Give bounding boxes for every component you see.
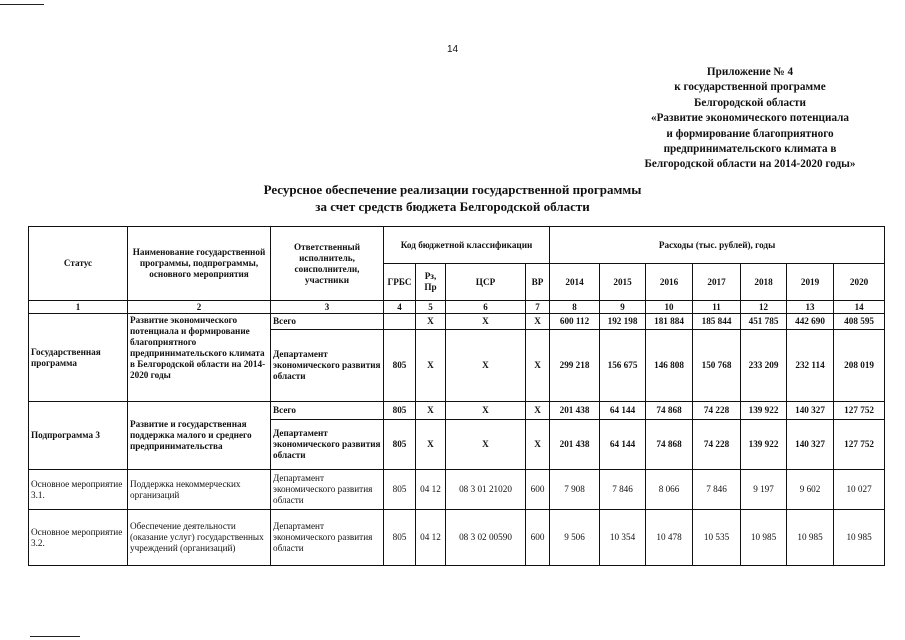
- column-number: 5: [416, 301, 446, 314]
- csr-cell: 08 3 02 00590: [446, 510, 526, 566]
- appendix-line: Белгородской области на 2014-2020 годы»: [644, 158, 856, 171]
- appendix-header: [600, 65, 900, 173]
- value-cell: 299 218: [550, 330, 600, 402]
- header-status: Статус: [29, 227, 128, 301]
- value-cell: 64 144: [600, 402, 646, 420]
- value-cell: 74 868: [646, 420, 693, 470]
- value-cell: 74 868: [646, 402, 693, 420]
- header-name: Наименование государственной программы, подпрограммы, основного мероприятия: [128, 227, 271, 301]
- title-line: Ресурсное обеспечение реализации государственной программы: [263, 182, 642, 197]
- executor-cell: Департамент экономического развития области: [271, 510, 384, 566]
- status-cell: Подпрограмма 3: [29, 402, 128, 470]
- grbs-cell: 805: [384, 330, 416, 402]
- value-cell: 127 752: [834, 402, 885, 420]
- value-cell: 208 019: [834, 330, 885, 402]
- value-cell: 74 228: [693, 402, 741, 420]
- header-year: 2014: [550, 264, 600, 301]
- value-cell: 10 985: [834, 510, 885, 566]
- header-grbs: ГРБС: [384, 264, 416, 301]
- header-year: 2016: [646, 264, 693, 301]
- column-number: 7: [526, 301, 550, 314]
- executor-cell: Всего: [271, 402, 384, 420]
- value-cell: 185 844: [693, 314, 741, 330]
- value-cell: 8 066: [646, 470, 693, 510]
- grbs-cell: 805: [384, 510, 416, 566]
- vr-cell: Х: [526, 402, 550, 420]
- header-rzpr-line: Рз,: [424, 271, 437, 281]
- value-cell: 10 985: [787, 510, 834, 566]
- status-cell: Основное мероприятие 3.2.: [29, 510, 128, 566]
- value-cell: 201 438: [550, 402, 600, 420]
- value-cell: 10 985: [741, 510, 787, 566]
- value-cell: 10 535: [693, 510, 741, 566]
- value-cell: 7 846: [600, 470, 646, 510]
- page-number: 14: [446, 44, 459, 55]
- header-expenses: Расходы (тыс. рублей), годы: [550, 227, 885, 264]
- status-cell: Основное мероприятие 3.1.: [29, 470, 128, 510]
- status-cell: Государственная программа: [29, 314, 128, 402]
- title-line: за счет средств бюджета Белгородской области: [315, 198, 590, 214]
- header-rzpr: [416, 264, 446, 301]
- appendix-line: и формирование благоприятного: [666, 127, 834, 140]
- csr-cell: Х: [446, 420, 526, 470]
- appendix-line: предпринимательского климата в: [663, 143, 837, 156]
- rzpr-cell: 04 12: [416, 470, 446, 510]
- header-budget-code: Код бюджетной классификации: [384, 227, 550, 264]
- header-csr: ЦСР: [446, 264, 526, 301]
- executor-cell: Всего: [271, 314, 384, 330]
- vr-cell: Х: [526, 330, 550, 402]
- header-year: 2017: [693, 264, 741, 301]
- header-year: 2019: [787, 264, 834, 301]
- appendix-line: Белгородской области: [694, 96, 806, 109]
- value-cell: 146 808: [646, 330, 693, 402]
- header-year: 2015: [600, 264, 646, 301]
- vr-cell: Х: [526, 420, 550, 470]
- column-number: 12: [741, 301, 787, 314]
- vr-cell: 600: [526, 510, 550, 566]
- column-number: 2: [128, 301, 271, 314]
- resource-table: [28, 226, 885, 566]
- value-cell: 74 228: [693, 420, 741, 470]
- column-number: 9: [600, 301, 646, 314]
- column-number: 8: [550, 301, 600, 314]
- column-number: 11: [693, 301, 741, 314]
- header-row: [29, 227, 885, 264]
- value-cell: 10 027: [834, 470, 885, 510]
- bottom-edge-mark: [30, 636, 80, 637]
- value-cell: 181 884: [646, 314, 693, 330]
- rzpr-cell: Х: [416, 420, 446, 470]
- vr-cell: 600: [526, 470, 550, 510]
- rzpr-cell: Х: [416, 330, 446, 402]
- column-number: 3: [271, 301, 384, 314]
- value-cell: 9 602: [787, 470, 834, 510]
- value-cell: 7 908: [550, 470, 600, 510]
- appendix-line: к государственной программе: [674, 81, 826, 94]
- vr-cell: Х: [526, 314, 550, 330]
- value-cell: 600 112: [550, 314, 600, 330]
- table-row-gp-total: [29, 314, 885, 330]
- csr-cell: Х: [446, 402, 526, 420]
- name-cell: Обеспечение деятельности (оказание услуг) государственных учреждений (организаций): [128, 510, 271, 566]
- value-cell: 201 438: [550, 420, 600, 470]
- name-cell: Развитие и государственная поддержка малого и среднего предпринимательства: [128, 402, 271, 470]
- value-cell: 140 327: [787, 420, 834, 470]
- column-number: 13: [787, 301, 834, 314]
- top-edge-mark: [0, 4, 44, 5]
- document-title: [0, 182, 905, 215]
- csr-cell: Х: [446, 330, 526, 402]
- name-cell: Развитие экономического потенциала и формирование благоприятного предпринимательского климата в Белгородской области на 2014-2020 годы: [128, 314, 271, 402]
- value-cell: 139 922: [741, 402, 787, 420]
- column-number: 6: [446, 301, 526, 314]
- column-number-row: [29, 301, 885, 314]
- grbs-cell: 805: [384, 420, 416, 470]
- rzpr-cell: Х: [416, 402, 446, 420]
- grbs-cell: 805: [384, 402, 416, 420]
- grbs-cell: 805: [384, 470, 416, 510]
- csr-cell: Х: [446, 314, 526, 330]
- value-cell: 150 768: [693, 330, 741, 402]
- header-year: 2018: [741, 264, 787, 301]
- value-cell: 233 209: [741, 330, 787, 402]
- rzpr-cell: 04 12: [416, 510, 446, 566]
- value-cell: 64 144: [600, 420, 646, 470]
- column-number: 1: [29, 301, 128, 314]
- executor-cell: Департамент экономического развития области: [271, 470, 384, 510]
- value-cell: 192 198: [600, 314, 646, 330]
- value-cell: 232 114: [787, 330, 834, 402]
- appendix-line: Приложение № 4: [706, 66, 794, 78]
- value-cell: 7 846: [693, 470, 741, 510]
- column-number: 10: [646, 301, 693, 314]
- grbs-cell: [384, 314, 416, 330]
- csr-cell: 08 3 01 21020: [446, 470, 526, 510]
- header-year: 2020: [834, 264, 885, 301]
- table-row-measure-3-1: [29, 470, 885, 510]
- value-cell: 139 922: [741, 420, 787, 470]
- executor-cell: Департамент экономического развития области: [271, 330, 384, 402]
- column-number: 4: [384, 301, 416, 314]
- appendix-line: «Развитие экономического потенциала: [650, 112, 850, 125]
- value-cell: 140 327: [787, 402, 834, 420]
- rzpr-cell: Х: [416, 314, 446, 330]
- value-cell: 127 752: [834, 420, 885, 470]
- value-cell: 9 197: [741, 470, 787, 510]
- column-number: 14: [834, 301, 885, 314]
- value-cell: 408 595: [834, 314, 885, 330]
- table-row-measure-3-2: [29, 510, 885, 566]
- header-rzpr-line: Пр: [424, 282, 437, 292]
- value-cell: 10 354: [600, 510, 646, 566]
- value-cell: 156 675: [600, 330, 646, 402]
- value-cell: 451 785: [741, 314, 787, 330]
- executor-cell: Департамент экономического развития области: [271, 420, 384, 470]
- value-cell: 442 690: [787, 314, 834, 330]
- value-cell: 10 478: [646, 510, 693, 566]
- value-cell: 9 506: [550, 510, 600, 566]
- name-cell: Поддержка некоммерческих организаций: [128, 470, 271, 510]
- table-row-sub3-total: [29, 402, 885, 420]
- header-executor: Ответственный исполнитель, соисполнители, участники: [271, 227, 384, 301]
- header-vr: ВР: [526, 264, 550, 301]
